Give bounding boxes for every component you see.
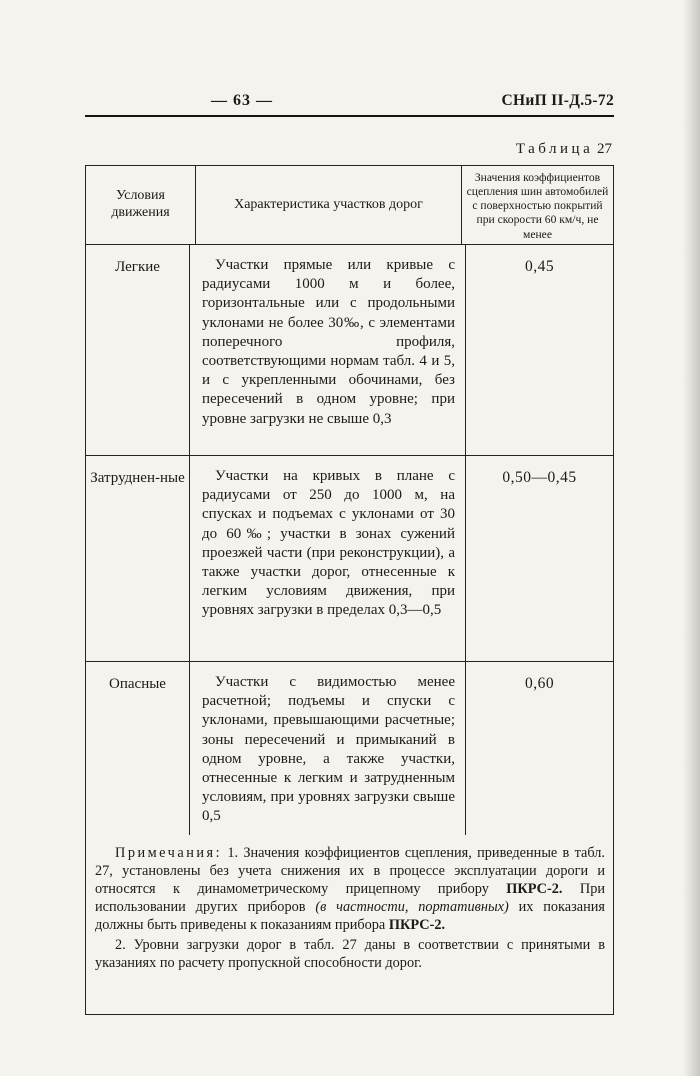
- doc-code: СНиП II-Д.5-72: [501, 92, 614, 109]
- header-characteristics: Характеристика участков дорог: [196, 166, 462, 244]
- table-notes: [86, 835, 613, 1014]
- value-cell: 0,45: [524, 258, 555, 275]
- page-number: — 63 —: [211, 92, 273, 109]
- table-label-number: 27: [597, 141, 612, 157]
- note-2: 2. Уровни загрузки дорог в табл. 27 даны в соответствии с принятыми в указаниях по расчету пропускной способности дорог.: [95, 936, 605, 971]
- table-label: [85, 141, 614, 158]
- table-row-difficult: [86, 455, 613, 661]
- notes-label: Примечания:: [115, 844, 223, 861]
- header-conditions: Условия движения: [86, 166, 196, 244]
- condition-cell: Затруднен-ные: [86, 456, 190, 661]
- table-header-row: [86, 166, 613, 244]
- document-page: [85, 92, 614, 1015]
- table-label-word: Таблица: [515, 141, 594, 157]
- header-rule: [85, 115, 614, 117]
- value-cell: 0,50—0,45: [502, 469, 577, 486]
- description-cell: Участки прямые или кривые с радиусами 1000 м и более, горизонтальные или с продольными уклонами не более 30‰, с элементами поперечного профиля, соответствующими нормам табл. 4 и 5, и с укрепленными обочинами, без пересечений в одном уровне; при уровне загрузки не свыше 0,3: [190, 245, 466, 455]
- description-cell: Участки с видимостью менее расчетной; подъемы и спуски с уклонами, превышающими расчетные; зоны пересечений и примыканий в одном уровне, а также участки, отнесенные к легким и затрудненным условиям, при уровнях загрузки свыше 0,5: [190, 662, 466, 835]
- note1-text-a: 1. Значения коэффициентов сцепления, приведенные в табл. 27, установлены без учета снижения их в процессе эксплуатации дороги и относятся к динамометрическому прицепному прибору: [95, 844, 605, 897]
- value-cell: 0,60: [524, 675, 555, 692]
- scan-edge-shadow: [683, 0, 700, 1076]
- note1-parenthetical: (в частности, портативных): [315, 898, 509, 915]
- note1-device-name: ПКРС-2.: [506, 880, 563, 897]
- note1-device-name-2: ПКРС-2.: [388, 916, 446, 933]
- note1-text-e: их показания должны быть приведены к показаниям прибора: [95, 898, 605, 933]
- header-coefficient-values: Значения коэффициентов сцепления шин автомобилей с поверхностью покрытий при скорости 60 км/ч, не менее: [466, 171, 609, 241]
- condition-cell: Легкие: [86, 245, 190, 455]
- note-1: [95, 844, 605, 934]
- page-header: [85, 92, 614, 112]
- table-27: [85, 165, 614, 1015]
- condition-cell: Опасные: [86, 662, 190, 835]
- table-row-light: [86, 244, 613, 455]
- description-cell: Участки на кривых в плане с радиусами от 250 до 1000 м, на спусках и подъемах с уклонами от 30 до 60‰; участки в зонах сужений проезжей части (при реконструкции), а также участки дорог, отнесенные к легким условиям движения, при уровнях загрузки в пределах 0,3—0,5: [190, 456, 466, 661]
- table-row-dangerous: [86, 661, 613, 835]
- note1-text-c: При использовании других приборов: [95, 880, 605, 915]
